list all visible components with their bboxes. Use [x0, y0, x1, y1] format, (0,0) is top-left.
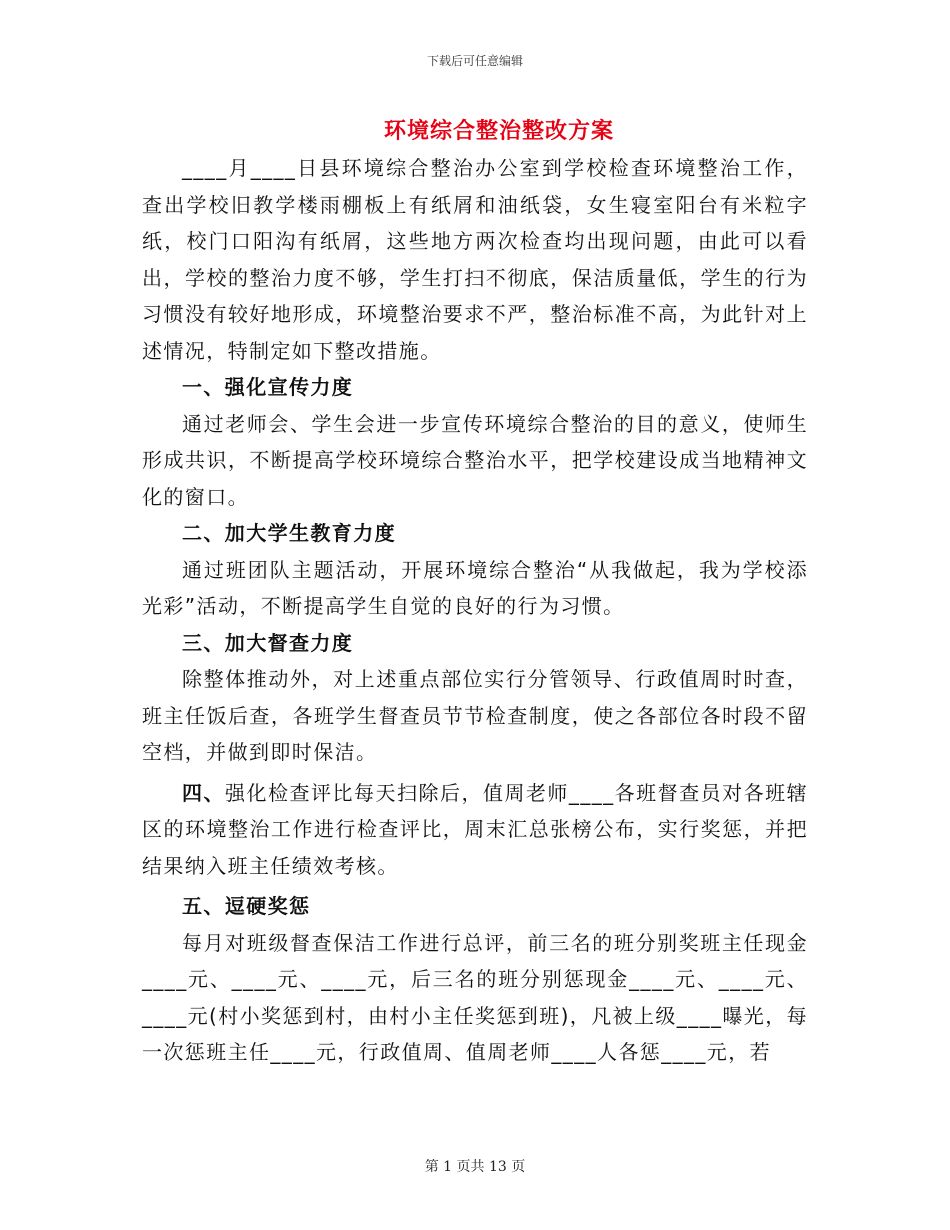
section-2-heading: 二、加大学生教育力度	[182, 521, 396, 545]
section-4-paragraph	[142, 775, 808, 885]
section-4-body: 强化检查评比每天扫除后，值周老师____各班督查员对各班辖区的环境整治工作进行检查评比，周末汇总张榜公布，实行奖惩，并把结果纳入班主任绩效考核。	[142, 780, 808, 878]
section-5-heading: 五、逗硬奖惩	[182, 894, 311, 918]
page-number: 第 1 页共 13 页	[424, 1159, 526, 1175]
section-5-body: 每月对班级督查保洁工作进行总评，前三名的班分别奖班主任现金____元、____元、____元，后三名的班分别惩现金____元、____元、____元(村小奖惩到村，由村小主任奖惩到班)，凡被上级____曝光，每一次惩班主任____元，行政值周、值周老师____人各惩____元，若	[142, 930, 809, 1064]
document-title: 环境综合整治整改方案	[383, 119, 614, 144]
section-3-body: 除整体推动外，对上述重点部位实行分管领导、行政值周时时查，班主任饭后查，各班学生督查员节节检查制度，使之各部位各时段不留空档，并做到即时保洁。	[142, 667, 808, 764]
section-1-heading: 一、强化宣传力度	[182, 375, 354, 399]
header-note: 下载后可任意编辑	[426, 54, 523, 68]
section-2-body: 通过班团队主题活动，开展环境综合整治“从我做起，我为学校添光彩”活动，不断提高学生自觉的良好的行为习惯。	[142, 557, 808, 618]
document-body	[142, 150, 808, 1071]
section-4-heading: 四、	[182, 780, 225, 805]
section-3-heading: 三、加大督查力度	[182, 630, 354, 655]
intro-paragraph: ____月____日县环境综合整治办公室到学校检查环境整治工作，查出学校旧教学楼雨棚板上有纸屑和油纸袋，女生寝室阳台有米粒字纸，校门口阳沟有纸屑，这些地方两次检查均出现问题，由此可以看出，学校的整治力度不够，学生打扫不彻底，保洁质量低，学生的行为习惯没有较好地形成，环境整治要求不严，整治标准不高，为此针对上述情况，特制定如下整改措施。	[142, 156, 808, 363]
section-1-body: 通过老师会、学生会进一步宣传环境综合整治的目的意义，使师生形成共识，不断提高学校环境综合整治水平，把学校建设成当地精神文化的窗口。	[142, 411, 808, 509]
